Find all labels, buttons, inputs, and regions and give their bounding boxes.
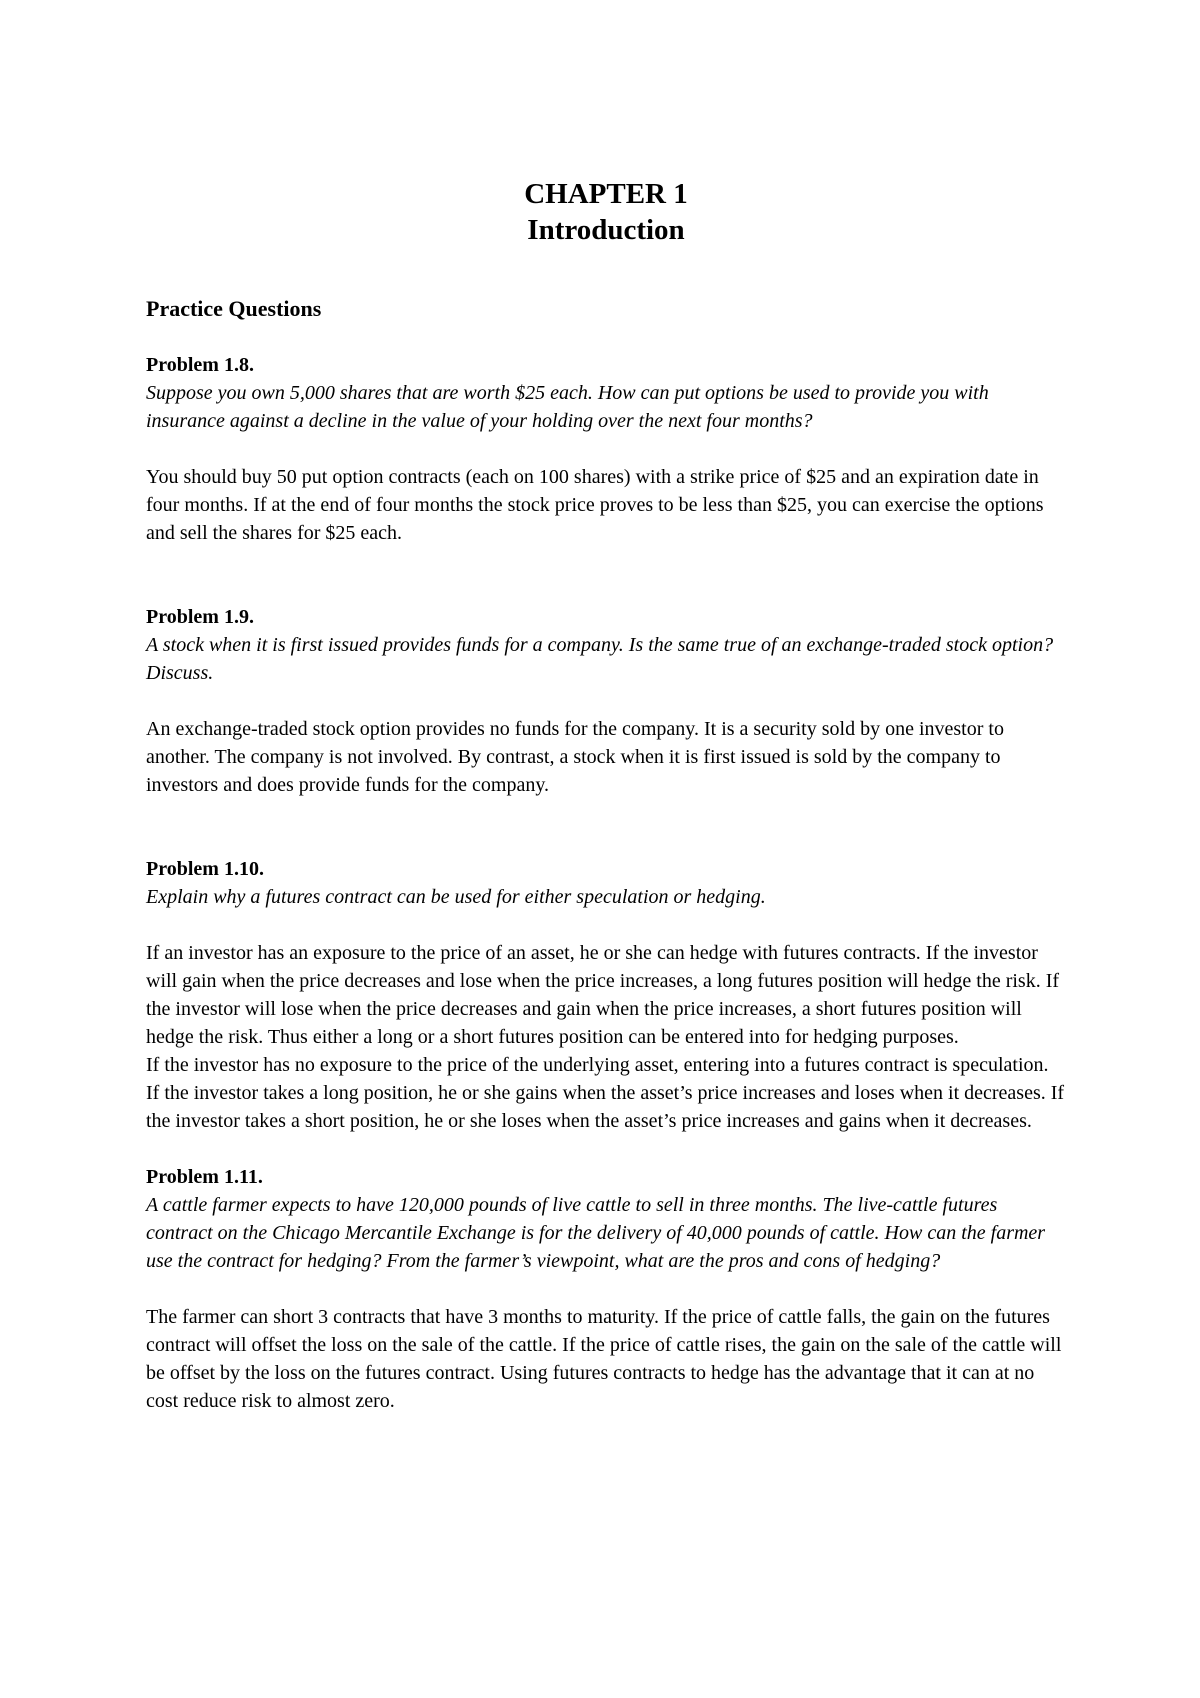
spacer xyxy=(146,1135,1066,1163)
chapter-header xyxy=(146,176,1066,248)
spacer xyxy=(146,799,1066,855)
problem-block xyxy=(146,603,1066,799)
problem-title: Problem 1.10. xyxy=(146,858,264,880)
problem-answer: If the investor has no exposure to the price of the underlying asset, entering into a futures contract is speculation. If the investor takes a long position, he or she gains when the asset’s price increases and loses when it decreases. If the investor takes a short position, he or she loses when the asset’s price increases and gains when it decreases. xyxy=(146,1054,1065,1132)
problem-question: A stock when it is first issued provides funds for a company. Is the same true of an exchange-traded stock option? Discuss. xyxy=(146,634,1054,684)
problem-block xyxy=(146,855,1066,1135)
problem-title: Problem 1.11. xyxy=(146,1166,263,1188)
problem-answer: An exchange-traded stock option provides no funds for the company. It is a security sold by one investor to another. The company is not involved. By contrast, a stock when it is first issued is sold by the company to investors and does provide funds for the company. xyxy=(146,718,1004,796)
problem-question: Explain why a futures contract can be used for either speculation or hedging. xyxy=(146,886,766,908)
problem-answer: The farmer can short 3 contracts that have 3 months to maturity. If the price of cattle falls, the gain on the futures contract will offset the loss on the sale of the cattle. If the price of cattle rises, the gain on the sale of the cattle will be offset by the loss on the futures contract. Using futures contracts to hedge has the advantage that it can at no cost reduce risk to almost zero. xyxy=(146,1306,1062,1412)
problem-block xyxy=(146,351,1066,547)
problem-question: A cattle farmer expects to have 120,000 pounds of live cattle to sell in three months. The live-cattle futures contract on the Chicago Mercantile Exchange is for the delivery of 40,000 pounds of cattle. How can the farmer use the contract for hedging? From the farmer’s viewpoint, what are the pros and cons of hedging? xyxy=(146,1194,1046,1272)
spacer xyxy=(146,547,1066,603)
chapter-title: Introduction xyxy=(527,214,685,246)
problem-answer: You should buy 50 put option contracts (each on 100 shares) with a strike price of $25 and an expiration date in four months. If at the end of four months the stock price proves to be less than $25, you can exercise the options and sell the shares for $25 each. xyxy=(146,466,1044,544)
document-page xyxy=(146,176,1066,1415)
section-title: Practice Questions xyxy=(146,296,322,321)
chapter-number: CHAPTER 1 xyxy=(524,178,688,210)
problem-title: Problem 1.9. xyxy=(146,606,254,628)
problem-answer: If an investor has an exposure to the price of an asset, he or she can hedge with futures contracts. If the investor will gain when the price decreases and lose when the price increases, a long futures position will hedge the risk. If the investor will lose when the price decreases and gain when the price increases, a short futures position will hedge the risk. Thus either a long or a short futures position can be entered into for hedging purposes. xyxy=(146,942,1060,1048)
problem-question: Suppose you own 5,000 shares that are worth $25 each. How can put options be used to provide you with insurance against a decline in the value of your holding over the next four months? xyxy=(146,382,989,432)
problem-title: Problem 1.8. xyxy=(146,354,254,376)
problem-block xyxy=(146,1163,1066,1415)
